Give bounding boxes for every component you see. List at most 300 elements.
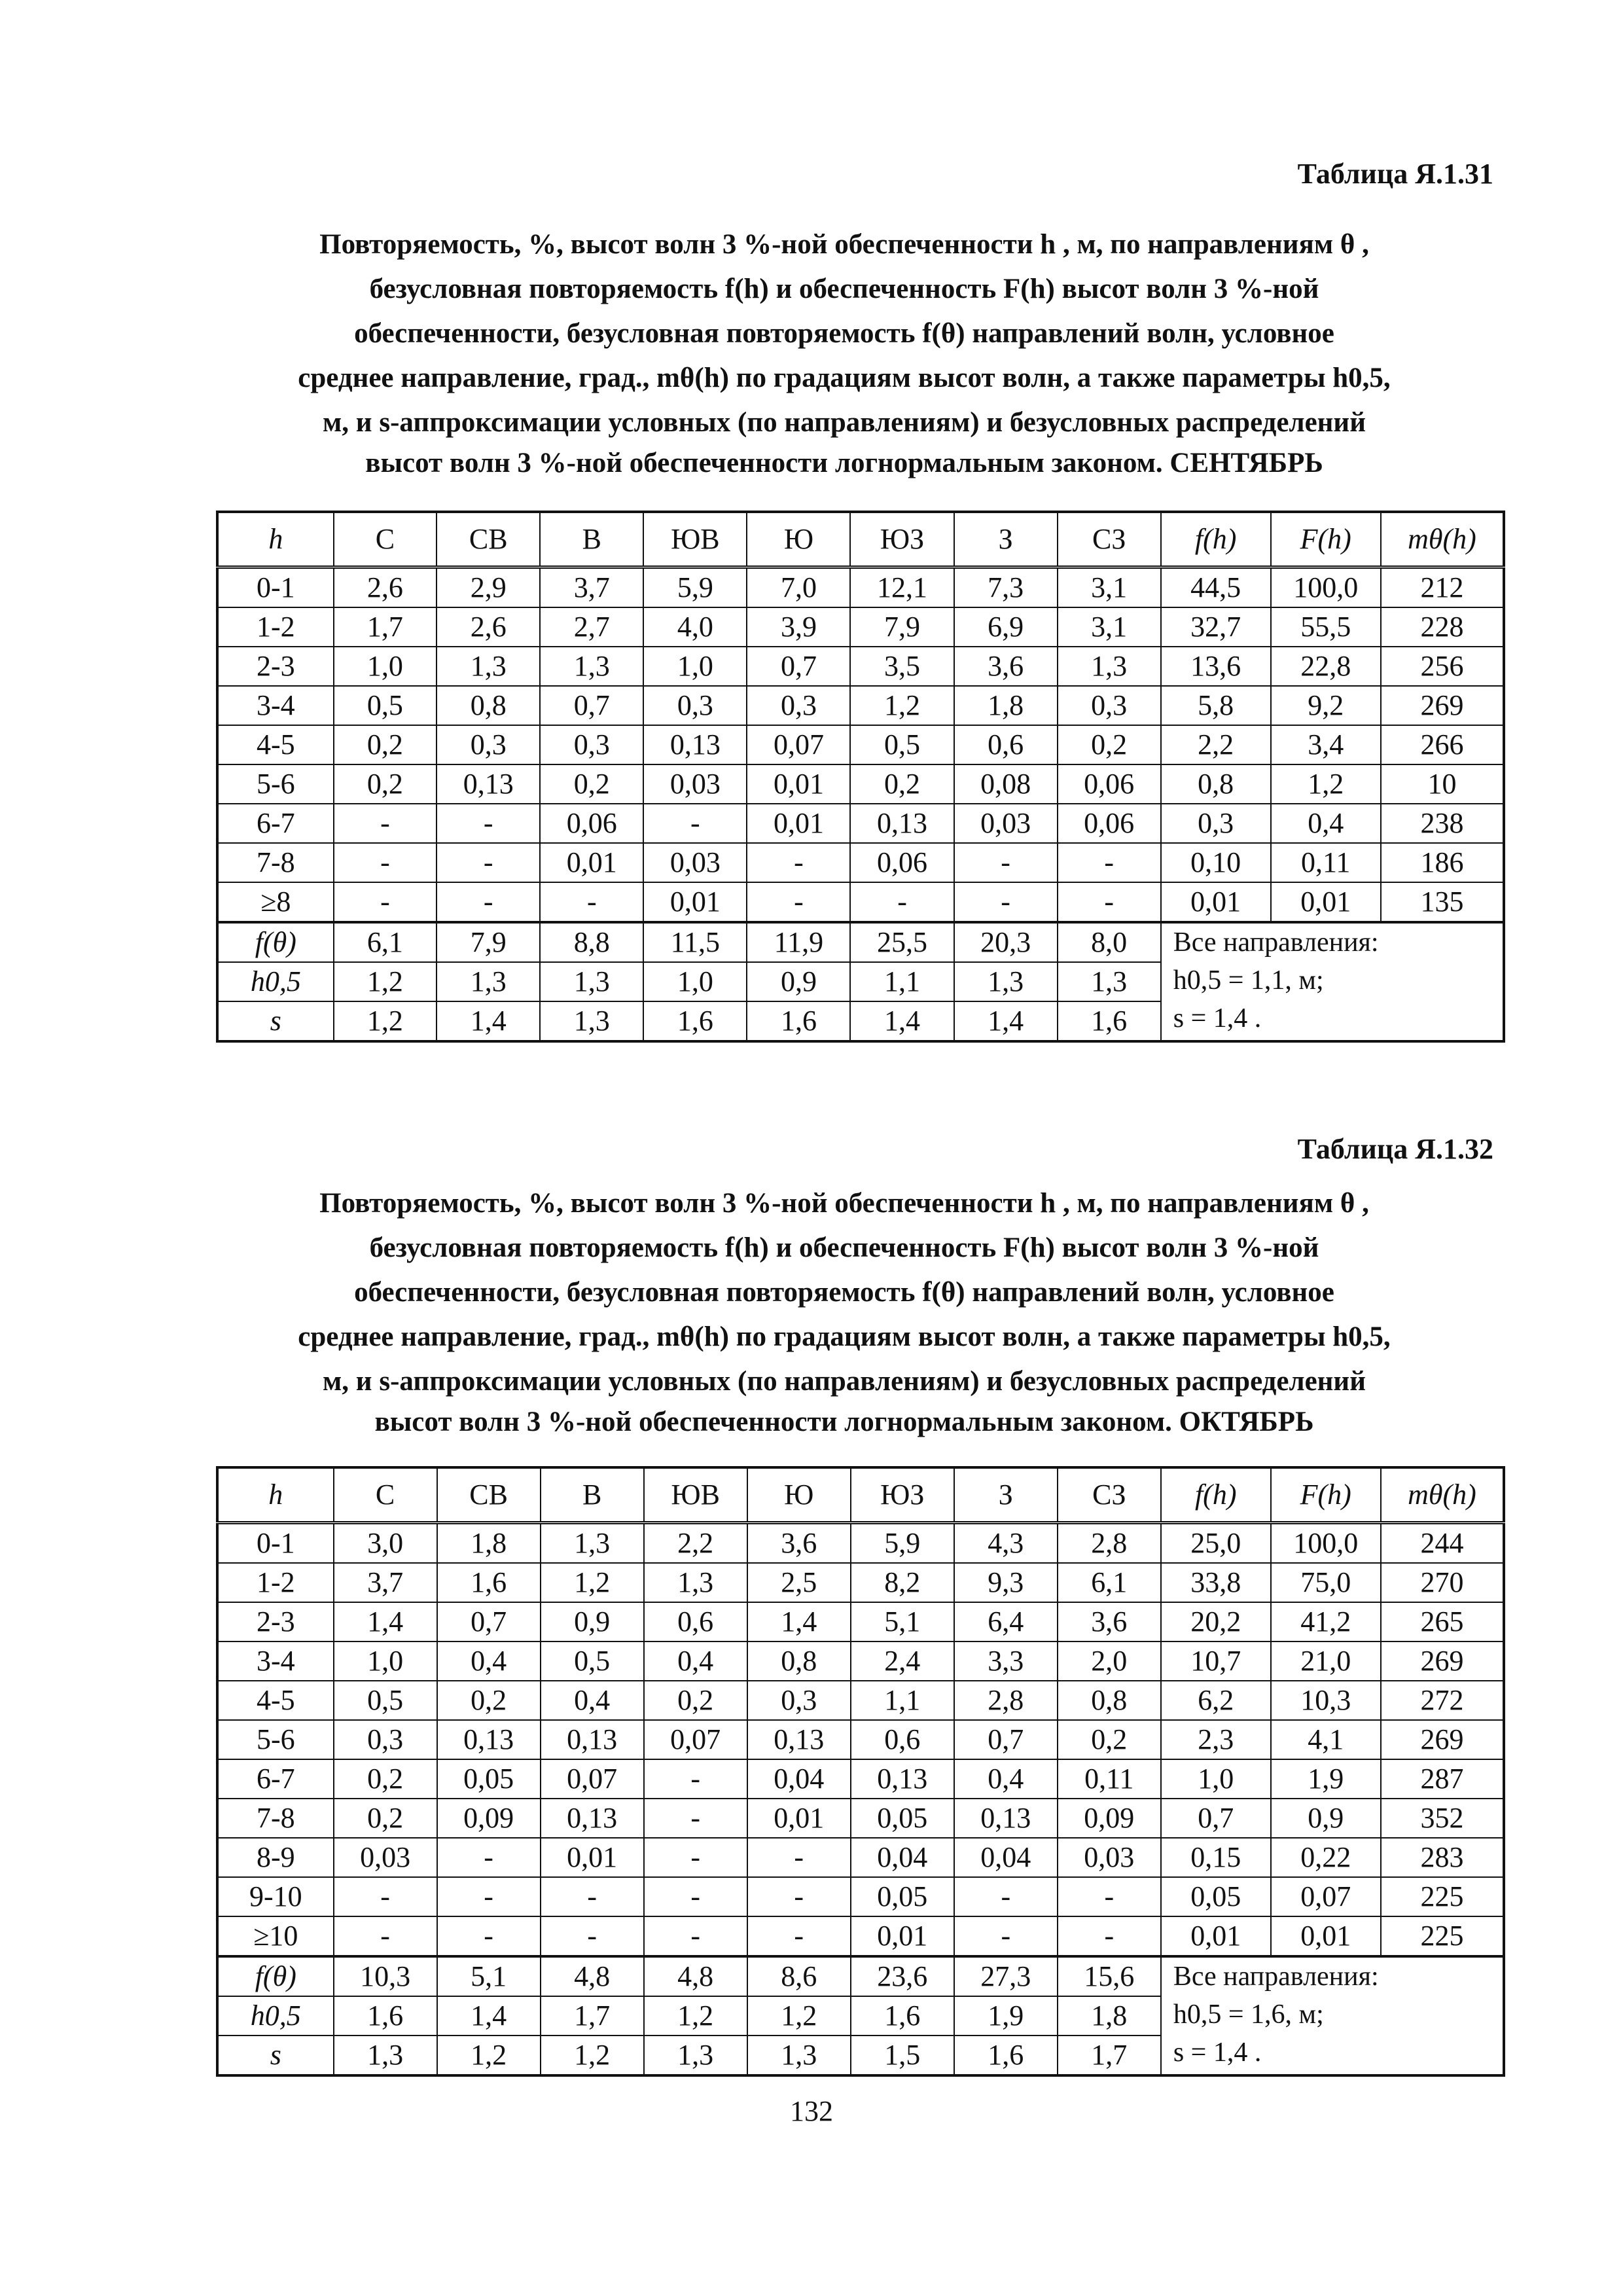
table-cell: 1,3 [1058,962,1161,1001]
table-cell: 0,9 [541,1602,644,1641]
table-cell: 1,4 [437,1001,540,1041]
row-label: 1-2 [217,1563,334,1602]
table-cell: 1,2 [541,1563,644,1602]
table-row [217,686,1504,725]
table-cell: 0,05 [437,1759,541,1799]
table-caption [196,1181,1492,1441]
table-cell: 269 [1381,1641,1504,1681]
row-label: 7-8 [217,1799,334,1838]
table-cell: 0,06 [850,843,954,882]
table-cell: - [747,1877,851,1916]
table-cell: - [747,1916,851,1956]
table-cell: 1,3 [540,1001,643,1041]
table-cell: 1,0 [643,962,747,1001]
table-cell: 1,8 [954,686,1058,725]
table-cell: 0,3 [1161,804,1271,843]
table-cell: 0,01 [747,764,850,804]
table-cell: 212 [1381,567,1504,608]
table-row [217,1877,1504,1916]
column-header: F(h) [1271,1467,1381,1523]
table-cell: 0,06 [540,804,643,843]
footer-row [217,1956,1504,1996]
table-cell: 3,6 [747,1523,851,1564]
table-cell: 269 [1381,686,1504,725]
table-cell: 1,4 [954,1001,1058,1041]
row-label: f(θ) [217,922,334,962]
table-cell: 2,2 [1161,725,1271,764]
table-cell: 3,7 [540,567,643,608]
table-cell: 4,8 [644,1956,747,1996]
table-cell: 0,13 [541,1720,644,1759]
table-cell: 10 [1381,764,1504,804]
table-cell: 1,3 [540,647,643,686]
table-cell: 9,2 [1271,686,1381,725]
table-cell: 238 [1381,804,1504,843]
summary-line: h0,5 = 1,1, м; [1173,965,1324,996]
table-cell: 1,1 [850,962,954,1001]
table-cell: 0,01 [747,804,850,843]
table-cell: - [644,1799,747,1838]
table-caption [196,223,1492,482]
table-cell: - [541,1877,644,1916]
table-cell: 2,9 [437,567,540,608]
table-cell: 0,13 [541,1799,644,1838]
row-label: 3-4 [217,1641,334,1681]
table-cell: 3,5 [850,647,954,686]
table-cell: - [643,804,747,843]
table-cell: 1,6 [954,2036,1058,2075]
table-cell: 1,7 [334,607,437,647]
table-cell: 0,07 [747,725,850,764]
table-cell: 0,5 [850,725,954,764]
table-cell: 0,08 [954,764,1058,804]
table-cell: 1,3 [334,2036,437,2075]
table-cell: 0,3 [437,725,540,764]
table-row [217,1720,1504,1759]
table-cell: 1,2 [541,2036,644,2075]
row-label: 0-1 [217,1523,334,1564]
all-directions-summary [1161,1956,1504,2075]
column-header: СВ [437,512,540,567]
footer-row [217,922,1504,962]
table-cell: 0,01 [541,1838,644,1877]
table-cell: 1,6 [334,1996,437,2036]
table-cell: 0,11 [1058,1759,1161,1799]
column-header: Ю [747,1467,851,1523]
table-cell: 1,3 [437,647,540,686]
table-cell: 0,13 [643,725,747,764]
table-cell: 0,04 [851,1838,954,1877]
column-header: f(h) [1161,1467,1271,1523]
column-header: ЮВ [644,1467,747,1523]
table-cell: - [437,882,540,922]
table-cell: - [437,1916,541,1956]
table-cell: - [437,1877,541,1916]
column-header: З [954,1467,1058,1523]
table-cell: 1,6 [643,1001,747,1041]
table-cell: - [644,1916,747,1956]
table-cell: 3,6 [1058,1602,1161,1641]
table-cell: 0,01 [1161,1916,1271,1956]
table-cell: 266 [1381,725,1504,764]
wave-height-table-september [216,511,1505,1043]
table-cell: 1,9 [954,1996,1058,2036]
table-cell: 1,2 [334,962,437,1001]
table-cell: 27,3 [954,1956,1058,1996]
table-cell: 0,3 [643,686,747,725]
table-cell: 0,7 [954,1720,1058,1759]
table-cell: - [954,1916,1058,1956]
table-cell: 0,2 [1058,725,1161,764]
all-directions-summary [1161,922,1504,1041]
table-cell: 0,5 [334,1681,437,1720]
table-cell: 2,8 [954,1681,1058,1720]
table-cell: 5,9 [851,1523,954,1564]
table-cell: 0,2 [334,764,437,804]
table-cell: 1,4 [747,1602,851,1641]
table-cell: 3,6 [954,647,1058,686]
column-header: h [217,1467,334,1523]
table-cell: 6,2 [1161,1681,1271,1720]
table-cell: 1,5 [851,2036,954,2075]
table-cell: 32,7 [1161,607,1271,647]
table-cell: 7,9 [850,607,954,647]
caption-line: м, и s-аппроксимации условных (по направлениям) и безусловных распределений [323,407,1366,438]
table-cell: 1,9 [1271,1759,1381,1799]
table-cell: 1,6 [1058,1001,1161,1041]
table-cell: 20,2 [1161,1602,1271,1641]
row-label: ≥10 [217,1916,334,1956]
column-header: В [541,1467,644,1523]
table-cell: - [541,1916,644,1956]
table-cell: - [954,882,1058,922]
table-cell: 0,10 [1161,843,1271,882]
table-cell: - [747,882,850,922]
table-cell: 0,01 [643,882,747,922]
table-cell: 1,0 [334,647,437,686]
table-cell: - [437,804,540,843]
table-cell: 0,2 [437,1681,541,1720]
table-cell: 0,6 [954,725,1058,764]
table-cell: 7,3 [954,567,1058,608]
table-cell: 0,01 [1271,882,1381,922]
table-cell: 1,4 [850,1001,954,1041]
page-number: 132 [790,2095,833,2127]
header-row [217,1467,1504,1523]
caption-line: м, и s-аппроксимации условных (по направлениям) и безусловных распределений [323,1366,1366,1397]
table-cell: 75,0 [1271,1563,1381,1602]
table-cell: 225 [1381,1916,1504,1956]
column-header: С [334,1467,437,1523]
table-cell: 0,7 [747,647,850,686]
table-cell: 100,0 [1271,567,1381,608]
column-header: ЮЗ [850,512,954,567]
table-row [217,567,1504,608]
table-cell: 6,4 [954,1602,1058,1641]
row-label: f(θ) [217,1956,334,1996]
table-cell: 135 [1381,882,1504,922]
summary-line: h0,5 = 1,6, м; [1173,2000,1324,2030]
table-row [217,1523,1504,1564]
table-cell: 0,13 [747,1720,851,1759]
caption-line: Повторяемость, %, высот волн 3 %-ной обеспеченности h , м, по направлениям θ , [319,1188,1369,1219]
table-cell: 100,0 [1271,1523,1381,1564]
table-cell: 0,2 [334,1759,437,1799]
table-cell: 3,9 [747,607,850,647]
caption-line: высот волн 3 %-ной обеспеченности логнормальным законом. СЕНТЯБРЬ [365,448,1323,478]
table-cell: 2,6 [437,607,540,647]
row-label: 3-4 [217,686,334,725]
table-cell: 33,8 [1161,1563,1271,1602]
table-cell: 256 [1381,647,1504,686]
table-cell: 283 [1381,1838,1504,1877]
table-row [217,607,1504,647]
table-cell: - [334,1877,437,1916]
column-header: З [954,512,1058,567]
table-row [217,1641,1504,1681]
table-cell: - [1058,882,1161,922]
table-row [217,1759,1504,1799]
table-cell: 1,2 [747,1996,851,2036]
table-cell: - [644,1759,747,1799]
table-cell: 0,03 [1058,1838,1161,1877]
table-cell: 1,2 [1271,764,1381,804]
table-cell: 2,8 [1058,1523,1161,1564]
table-cell: 0,3 [747,686,850,725]
caption-line: среднее направление, град., mθ(h) по градациям высот волн, а также параметры h0,5, [298,363,1391,393]
table-cell: 225 [1381,1877,1504,1916]
table-cell: 2,0 [1058,1641,1161,1681]
row-label: s [217,2036,334,2075]
table-cell: 3,1 [1058,607,1161,647]
table-cell: 7,9 [437,922,540,962]
table-row [217,1563,1504,1602]
wave-height-table-october [216,1466,1505,2077]
table-cell: 0,01 [1271,1916,1381,1956]
table-cell: 0,8 [1161,764,1271,804]
table-cell: 0,03 [334,1838,437,1877]
table-cell: 270 [1381,1563,1504,1602]
table-cell: 6,9 [954,607,1058,647]
table-cell: 1,7 [1058,2036,1161,2075]
table-cell: 6,1 [334,922,437,962]
table-cell: 244 [1381,1523,1504,1564]
table-cell: 1,3 [541,1523,644,1564]
table-cell: - [644,1838,747,1877]
table-cell: 0,03 [954,804,1058,843]
table-cell: 6,1 [1058,1563,1161,1602]
table-cell: 10,3 [1271,1681,1381,1720]
column-header: h [217,512,334,567]
column-header: mθ(h) [1381,1467,1504,1523]
table-cell: 265 [1381,1602,1504,1641]
table-cell: 1,8 [1058,1996,1161,2036]
table-cell: 0,8 [437,686,540,725]
caption-line: безусловная повторяемость f(h) и обеспеченность F(h) высот волн 3 %-ной [369,274,1319,304]
table-cell: 0,11 [1271,843,1381,882]
table-cell: - [1058,1877,1161,1916]
table-row [217,882,1504,922]
table-cell: 8,0 [1058,922,1161,962]
table-cell: 1,0 [334,1641,437,1681]
caption-line: обеспеченности, безусловная повторяемость f(θ) направлений волн, условное [354,1277,1334,1308]
table-cell: 0,2 [334,1799,437,1838]
table-cell: 228 [1381,607,1504,647]
table-row [217,1838,1504,1877]
table-cell: 5,8 [1161,686,1271,725]
table-cell: 0,3 [540,725,643,764]
table-row [217,843,1504,882]
table-cell: 0,9 [1271,1799,1381,1838]
table-cell: 0,2 [540,764,643,804]
table-cell: 0,05 [1161,1877,1271,1916]
caption-line: среднее направление, град., mθ(h) по градациям высот волн, а также параметры h0,5, [298,1321,1391,1352]
table-cell: 1,2 [644,1996,747,2036]
table-cell: - [954,843,1058,882]
table-cell: 3,4 [1271,725,1381,764]
table-cell: 1,8 [437,1523,541,1564]
column-header: С [334,512,437,567]
row-label: 9-10 [217,1877,334,1916]
row-label: h0,5 [217,962,334,1001]
table-cell: 11,9 [747,922,850,962]
summary-line: s = 1,4 . [1173,1003,1262,1033]
table-cell: 0,8 [1058,1681,1161,1720]
table-cell: 0,4 [437,1641,541,1681]
table-cell: - [334,882,437,922]
table-cell: 0,03 [643,764,747,804]
table-cell: 0,4 [541,1681,644,1720]
table-cell: 15,6 [1058,1956,1161,1996]
table-cell: - [954,1877,1058,1916]
table-cell: 0,09 [1058,1799,1161,1838]
table-cell: 12,1 [850,567,954,608]
table-cell: 0,4 [1271,804,1381,843]
table-cell: 0,13 [850,804,954,843]
table-cell: 1,6 [851,1996,954,2036]
row-label: 6-7 [217,804,334,843]
table-cell: - [747,843,850,882]
row-label: 1-2 [217,607,334,647]
table-cell: 0,06 [1058,804,1161,843]
table-cell: 0,5 [334,686,437,725]
row-label: 4-5 [217,725,334,764]
table-cell: 0,07 [1271,1877,1381,1916]
table-cell: 2,6 [334,567,437,608]
row-label: 8-9 [217,1838,334,1877]
caption-line: Повторяемость, %, высот волн 3 %-ной обеспеченности h , м, по направлениям θ , [319,229,1369,260]
table-cell: 1,3 [954,962,1058,1001]
table-cell: 1,3 [644,2036,747,2075]
table-cell: 1,3 [437,962,540,1001]
table-row [217,764,1504,804]
row-label: s [217,1001,334,1041]
row-label: h0,5 [217,1996,334,2036]
table-cell: 5,9 [643,567,747,608]
table-cell: 0,09 [437,1799,541,1838]
table-cell: 8,8 [540,922,643,962]
table-cell: 21,0 [1271,1641,1381,1681]
table-cell: 55,5 [1271,607,1381,647]
row-label: 5-6 [217,764,334,804]
table-row [217,1602,1504,1641]
table-cell: - [850,882,954,922]
table-cell: 1,3 [644,1563,747,1602]
column-header: В [540,512,643,567]
table-cell: 0,4 [954,1759,1058,1799]
summary-line: Все направления: [1173,927,1379,958]
table-cell: 0,22 [1271,1838,1381,1877]
table-cell: 23,6 [851,1956,954,1996]
table-cell: 0,7 [540,686,643,725]
table-cell: 1,3 [540,962,643,1001]
table-cell: 44,5 [1161,567,1271,608]
column-header: ЮЗ [851,1467,954,1523]
table-cell: 2,7 [540,607,643,647]
table-cell: 0,06 [1058,764,1161,804]
table-cell: - [334,804,437,843]
table-cell: - [334,1916,437,1956]
table-cell: 0,05 [851,1799,954,1838]
table-cell: 0,6 [851,1720,954,1759]
table-cell: 1,3 [1058,647,1161,686]
table-cell: - [334,843,437,882]
column-header: ЮВ [643,512,747,567]
table-cell: 9,3 [954,1563,1058,1602]
table-cell: 11,5 [643,922,747,962]
table-cell: 0,13 [851,1759,954,1799]
table-cell: 0,01 [1161,882,1271,922]
table-cell: 0,9 [747,962,850,1001]
table-cell: 1,0 [643,647,747,686]
table-cell: - [437,843,540,882]
table-cell: 4,1 [1271,1720,1381,1759]
table-cell: 25,5 [850,922,954,962]
caption-line: высот волн 3 %-ной обеспеченности логнормальным законом. ОКТЯБРЬ [374,1407,1314,1437]
table-cell: 1,6 [437,1563,541,1602]
table-cell: 272 [1381,1681,1504,1720]
table-cell: 0,8 [747,1641,851,1681]
table-cell: 0,15 [1161,1838,1271,1877]
row-label: 7-8 [217,843,334,882]
table-cell: 0,01 [540,843,643,882]
caption-line: обеспеченности, безусловная повторяемость f(θ) направлений волн, условное [354,318,1334,349]
table-cell: 8,6 [747,1956,851,1996]
table-cell: 2,3 [1161,1720,1271,1759]
table-cell: 3,3 [954,1641,1058,1681]
table-cell: 1,1 [851,1681,954,1720]
table-cell: 0,6 [644,1602,747,1641]
table-cell: 0,2 [334,725,437,764]
table-cell: 352 [1381,1799,1504,1838]
table-cell: - [437,1838,541,1877]
table-cell: 2,5 [747,1563,851,1602]
table-row [217,725,1504,764]
table-cell: 1,0 [1161,1759,1271,1799]
table-cell: 0,04 [747,1759,851,1799]
table-cell: 8,2 [851,1563,954,1602]
row-label: 4-5 [217,1681,334,1720]
table-cell: 1,6 [747,1001,850,1041]
table-cell: 0,07 [541,1759,644,1799]
table-cell: - [1058,843,1161,882]
row-label: 0-1 [217,567,334,608]
table-cell: 0,13 [437,1720,541,1759]
table-cell: 0,04 [954,1838,1058,1877]
table-label: Таблица Я.1.31 [1297,158,1493,190]
table-cell: 22,8 [1271,647,1381,686]
table-cell: 186 [1381,843,1504,882]
